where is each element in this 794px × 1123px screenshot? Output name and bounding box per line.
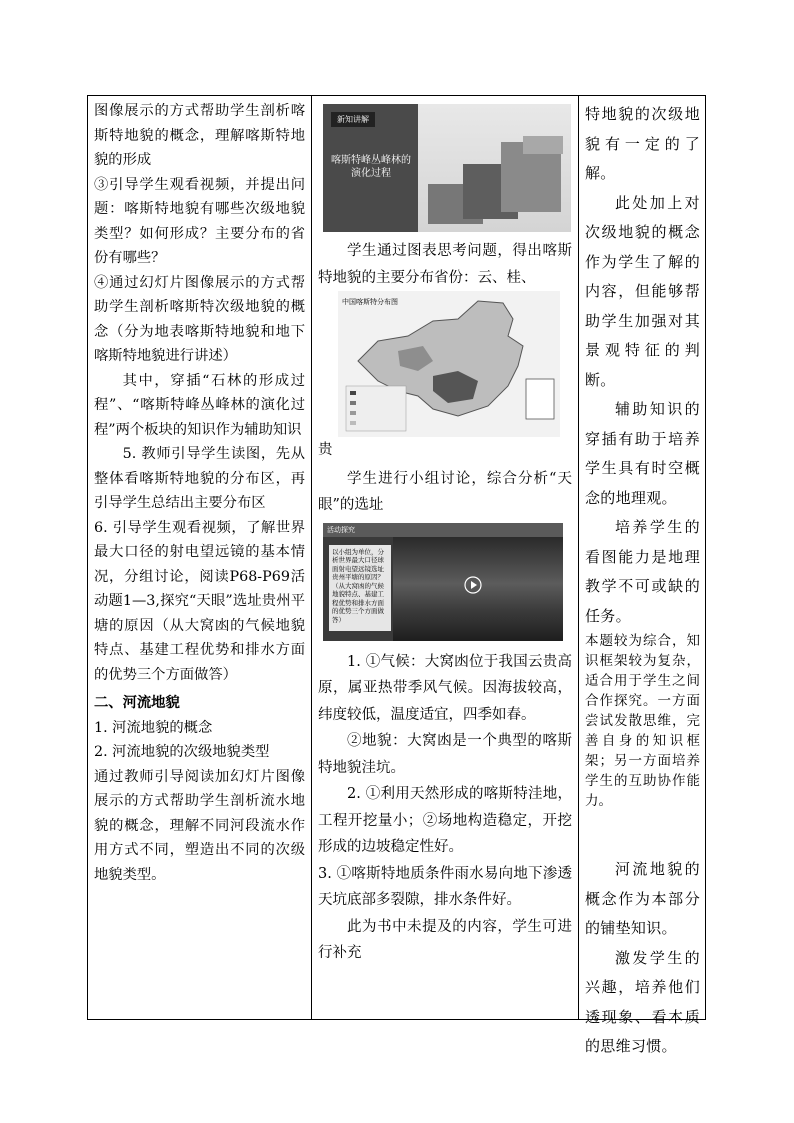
paragraph: 学生通过图表思考问题，得出喀斯特地貌的主要分布省份：云、桂、: [318, 243, 572, 286]
paragraph: 河流地貌的概念作为本部分的铺垫知识。: [585, 860, 700, 937]
paragraph: 通过教师引导阅读加幻灯片图像展示的方式帮助学生剖析流水地貌的概念，理解不同河段流水作用方式不同，塑造出不同的次级地貌类型。: [94, 768, 305, 883]
paragraph: 2. ①利用天然形成的喀斯特洼地，工程开挖量小；②场地构造稳定，开挖形成的边坡稳定性好。: [318, 786, 572, 855]
student-activity-column: [312, 96, 578, 1019]
china-karst-map: [338, 291, 560, 437]
paragraph: 5. 教师引导学生读图，先从整体看喀斯特地貌的分布区，再引导学生总结出主要分布区: [94, 446, 305, 511]
paragraph: ③引导学生观看视频，并提出问题：喀斯特地貌有哪些次级地貌类型？如何形成？主要分布的省份有哪些？: [94, 176, 305, 266]
paragraph: 特地貌的次级地貌有一定的了解。: [585, 105, 700, 182]
terrain-block: [523, 136, 563, 154]
paragraph: 2. 河流地貌的次级地貌类型: [94, 744, 270, 760]
image-header-bar: [323, 523, 563, 537]
play-icon: [463, 575, 483, 595]
paragraph: 图像展示的方式帮助学生剖析喀斯特地貌的概念，理解喀斯特地貌的形成: [94, 103, 305, 168]
paragraph: 此处加上对次级地貌的概念作为学生了解的内容，但能够帮助学生加强对其景观特征的判断。: [585, 193, 700, 389]
china-map-icon: [338, 291, 560, 437]
paragraph: 辅助知识的穿插有助于培养学生具有时空概念的地理观。: [585, 400, 700, 507]
paragraph: ④通过幻灯片图像展示的方式帮助学生剖析喀斯特次级地貌的概念（分为地表喀斯特地貌和地下喀斯特地貌进行讲述）: [94, 274, 305, 364]
paragraph: 激发学生的兴趣，培养他们透现象、看本质的思维习惯。: [585, 948, 700, 1055]
teacher-activity-column: [88, 96, 311, 1019]
design-intent-column: [579, 96, 705, 1055]
paragraph: 培养学生的看图能力是地理教学不可或缺的任务。: [585, 518, 700, 625]
fast-telescope-image: [323, 523, 563, 641]
lesson-plan-table: [87, 95, 706, 1055]
image-title: 喀斯特峰丛峰林的演化过程: [331, 155, 411, 179]
paragraph: 贵: [318, 442, 333, 458]
paragraph: ②地貌：大窝凼是一个典型的喀斯特地貌洼坑。: [318, 733, 572, 776]
paragraph: 1. 河流地貌的概念: [94, 719, 213, 736]
map-title: 中国喀斯特分布图: [342, 298, 398, 306]
paragraph: 此为书中未提及的内容，学生可进行补充: [318, 918, 572, 961]
section-heading: 二、河流地貌: [94, 695, 180, 711]
paragraph: 3. ①喀斯特地质条件雨水易向地下渗透 天坑底部多裂隙，排水条件好。: [318, 865, 572, 908]
activity-panel: 以小组为单位，分析世界最大口径球面射电望远镜选址贵州平塘的原因？（从大窝凼的气候地貌特点、基建工程优势和排水方面的优势三个方面做答）: [329, 545, 391, 631]
paragraph: 1. ①气候：大窝凼位于我国云贵高原，属亚热带季风气候。因海拔较高，纬度较低，温度适宜，四季如春。: [318, 653, 572, 723]
paragraph: 学生进行小组讨论，综合分析“天眼”的选址: [318, 470, 572, 513]
image-tag: 新知讲解: [331, 112, 375, 127]
image-tag: 活动探究: [327, 525, 355, 534]
paragraph: 其中，穿插“石林的形成过程”、“喀斯特峰丛峰林的演化过程”两个板块的知识作为辅助知识: [94, 372, 305, 438]
karst-evolution-image: [323, 104, 571, 232]
paragraph: 6. 引导学生观看视频，了解世界最大口径的射电望远镜的基本情况，分组讨论，阅读P68-P69活动题1—3,探究“天眼”选址贵州平塘的原因（从大窝凼的气候地貌特点、基建工程优势和排水方面的优势三个方面做答）: [94, 519, 305, 683]
paragraph: 本题较为综合，知识框架较为复杂，适合用于学生之间合作探究。一方面尝试发散思维，完善自身的知识框架；另一方面培养学生的互助协作能力。: [585, 633, 700, 809]
